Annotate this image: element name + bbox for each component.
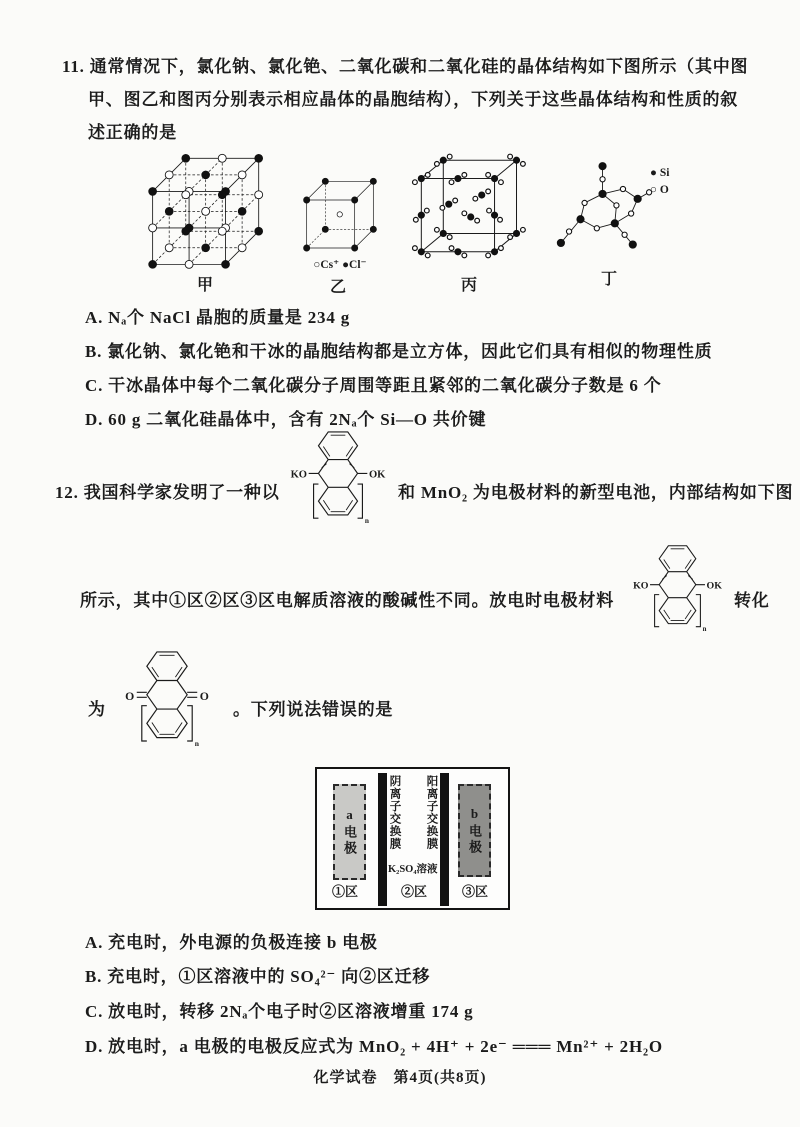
q11-option-d: D. 60 g 二氧化硅晶体中，含有 2Nₐ个 Si—O 共价键 bbox=[85, 410, 487, 429]
q11-stem-line1: 11. 通常情况下，氯化钠、氯化铯、二氧化碳和二氧化硅的晶体结构如下图所示（其中图 bbox=[62, 57, 749, 76]
figure-label-bing: 丙 bbox=[461, 277, 478, 294]
co2-molecules bbox=[413, 154, 526, 258]
svg-text:OK: OK bbox=[706, 580, 722, 592]
q12-stem-line1-post: 和 MnO₂ 为电极材料的新型电池，内部结构如下图 bbox=[398, 483, 794, 502]
q11-stem-line3: 述正确的是 bbox=[88, 123, 177, 142]
q12-stem-line1-pre: 12. 我国科学家发明了一种以 bbox=[55, 483, 280, 502]
q11-stem-line2: 甲、图乙和图丙分别表示相应晶体的晶胞结构），下列关于这些晶体结构和性质的叙 bbox=[88, 90, 739, 109]
q11-option-b: B. 氯化钠、氯化铯和干冰的晶胞结构都是立方体，因此它们具有相似的物理性质 bbox=[85, 342, 713, 361]
cscl-unit-cell-figure bbox=[296, 176, 384, 256]
anion-membrane-label: 阴离子交换膜 bbox=[388, 775, 401, 850]
q12-stem-line3-post: 。下列说法错误的是 bbox=[233, 700, 394, 719]
zone-1-label: ①区 bbox=[332, 884, 359, 899]
electrode-a-label: a电极 bbox=[342, 807, 357, 857]
anthracene-diolate-structure-2 bbox=[624, 545, 731, 632]
silica-atoms bbox=[557, 162, 651, 248]
q12-stem-line3-pre: 为 bbox=[88, 700, 106, 719]
dry-ice-cell-figure bbox=[414, 150, 522, 262]
battery-diagram bbox=[315, 767, 510, 910]
svg-text:KO: KO bbox=[290, 469, 308, 481]
electrode-b bbox=[458, 784, 491, 877]
q12-stem-line2-post: 转化 bbox=[734, 591, 770, 610]
svg-text:OK: OK bbox=[368, 469, 386, 481]
anion-exchange-membrane-bar bbox=[378, 773, 387, 906]
svg-text:n: n bbox=[702, 626, 707, 634]
svg-text:KO: KO bbox=[633, 580, 649, 592]
electrode-a bbox=[333, 784, 366, 880]
q11-option-c: C. 干冰晶体中每个二氧化碳分子周围等距且紧邻的二氧化碳分子数是 6 个 bbox=[85, 376, 662, 395]
svg-text:n: n bbox=[194, 739, 199, 749]
q12-option-b: B. 充电时，①区溶液中的 SO₄²⁻ 向②区迁移 bbox=[85, 967, 431, 986]
svg-text:O: O bbox=[125, 689, 135, 703]
svg-text:n: n bbox=[364, 516, 369, 526]
q12-option-d: D. 放电时，a 电极的电极反应式为 MnO₂ + 4H⁺ + 2e⁻ ═══ Mn²⁺ + 2H₂O bbox=[85, 1037, 663, 1056]
anthracene-diolate-structure-1 bbox=[281, 431, 395, 524]
figure-label-jia: 甲 bbox=[197, 277, 214, 294]
figure-label-yi: 乙 bbox=[330, 279, 347, 296]
q11-option-a: A. Nₐ个 NaCl 晶胞的质量是 234 g bbox=[85, 308, 350, 327]
electrode-b-label: b电极 bbox=[467, 805, 482, 856]
cscl-legend: ○Cs⁺ ●Cl⁻ bbox=[313, 259, 367, 271]
q12-option-a: A. 充电时，外电源的负极连接 b 电极 bbox=[85, 933, 378, 952]
silica-legend-si: ● Si bbox=[650, 167, 670, 179]
q12-stem-line2-pre: 所示，其中①区②区③区电解质溶液的酸碱性不同。放电时电极材料 bbox=[80, 591, 614, 610]
figure-label-ding: 丁 bbox=[601, 271, 618, 288]
silica-network-figure bbox=[556, 158, 654, 256]
anthraquinone-structure bbox=[104, 651, 230, 747]
page-footer: 化学试卷 第4页(共8页) bbox=[313, 1070, 487, 1086]
silica-legend-o: ○ O bbox=[650, 184, 669, 196]
q12-option-c: C. 放电时，转移 2Nₐ个电子时②区溶液增重 174 g bbox=[85, 1002, 474, 1021]
zone-3-label: ③区 bbox=[462, 884, 489, 899]
cation-exchange-membrane-bar bbox=[440, 773, 449, 906]
cation-membrane-label: 阳离子交换膜 bbox=[425, 775, 438, 850]
zone-2-label: ②区 bbox=[401, 884, 428, 899]
solution-label: K₂SO₄溶液 bbox=[388, 864, 438, 875]
svg-text:O: O bbox=[199, 689, 209, 703]
nacl-unit-cell-figure bbox=[138, 153, 270, 271]
